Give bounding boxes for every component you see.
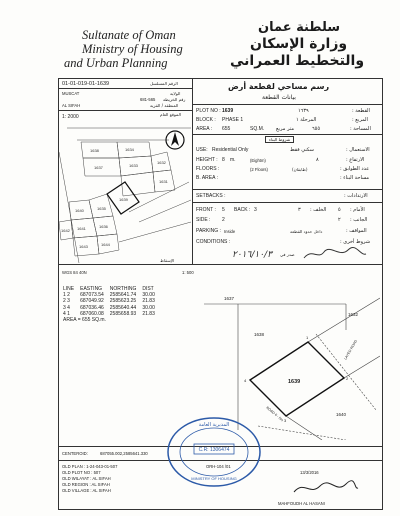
site-plot-label: 1638 [90,148,99,153]
form-id: ORH-104 /01 [206,464,231,469]
setbacks-ar-label: الارتدادات : [344,193,368,199]
site-plot-label: 1633 [129,163,138,168]
parking: Inside [224,229,236,234]
signer-name: MAHFOUDH AL HASANI [278,501,325,506]
side: 2 [222,217,225,223]
issue-date-label-ar: صدر في [280,252,295,257]
signer-date: 13/3/2016 [300,470,319,475]
parking-label: PARKING : [196,228,221,234]
detail-plot-north: 1637 [224,296,235,301]
detail-plot-south: 1640 [336,412,347,417]
plot-no: 1639 [222,108,234,114]
coord-header: DIST [142,286,154,292]
block: PHASE 1 [222,117,244,123]
setbacks-label: SETBACKS : [196,193,226,199]
height-unit: m. [230,157,236,163]
old-plan: OLD PLAN : 1-24-043-01-507 [62,464,118,469]
detail-scale: 1: 500 [182,270,194,275]
back: 3 [254,207,257,213]
site-plot-label: 1643 [79,244,88,249]
stamp-cr: C.R: 1306474 [198,447,230,453]
old-plot: OLD PLOT NO : 507 [62,470,101,475]
site-plot-label: 1635 [97,206,106,211]
detail-plot-east: 1632 [348,312,359,317]
conditions-ar-label: شروط أخرى : [340,239,371,245]
back-ar: ٣ [298,207,301,213]
vertex-label: 1 [306,335,309,340]
area-ar-unit: متر مربع [276,126,295,132]
side-ar-label: الجانب : [350,217,368,223]
site-plot-label: 1636 [99,224,108,229]
header-ar-line2: وزارة الإسكان [250,36,348,52]
coord-header: NORTHING [109,286,137,292]
front-ar-label: الأمام : [350,207,365,213]
site-plot-label: 1634 [125,147,134,152]
ref-number: 01-01-019-01-1639 [62,81,110,87]
location-ar: الموقع العام [160,112,181,117]
coordinates-table [60,286,158,323]
coord-header: LINE [63,286,75,292]
road-east-label: LAYED ROAD [343,339,359,361]
header-ar-line1: سلطنة عمان [258,20,341,35]
area-ar: ٦٥٥ [312,126,321,132]
coord-header: EASTING [80,286,103,292]
signature-mark [300,246,370,262]
area-unit: SQ.M. [250,126,265,132]
plot-no-ar-label: القطعة : [352,108,370,114]
detail-plot-main: 1639 [288,379,301,385]
old-region: OLD REGION : AL SIFAH [62,482,110,487]
site-plot-label: 1641 [77,226,86,231]
table-row: 4 1 687060.08 2585658.93 21.83 [63,310,155,317]
side-label: SIDE : [196,217,211,223]
stamp-bottom-text: MINISTRY OF HOUSING [191,476,237,481]
centeroid-label: CENTEROID: [62,451,88,456]
side-ar: ٢ [338,217,341,223]
old-wilayat: OLD WILAYAT : AL SIFAH [62,476,111,481]
village-ar: المنطقة / القرية [150,103,179,108]
height-note: (Eightm) [250,158,266,163]
header-en-line1: Sultanate of Oman [82,28,176,42]
conditions-label: CONDITIONS : [196,239,231,245]
block-ar-label: المربع : [352,117,368,123]
parking-ar-label: المواقف : [346,228,367,234]
overview-scale: 1: 2000 [62,114,79,120]
doc-title-ar: رسم مساحي لقطعة أرض [228,82,330,91]
ref-label-ar: الرقم المسلسل [150,81,178,86]
centeroid-value: 687055.002,2585641.330 [100,451,148,456]
vertex-label: 4 [244,378,247,383]
front-label: FRONT : [196,207,216,213]
block-label: BLOCK : [196,117,216,123]
plot-no-ar: ١٦٣٩ [298,108,309,114]
header-en-line2: Ministry of Housing [82,42,183,56]
height: 8 [222,157,225,163]
site-plot-label: 1640 [75,208,84,213]
table-row: 2 3 687049.92 2585623.25 21.83 [63,298,155,305]
site-plot-label: 1631 [159,179,168,184]
floors: (2 Floors) [250,167,268,172]
plot-no-label: PLOT NO : [196,108,221,114]
back-label: BACK : [234,207,251,213]
front: 5 [222,207,225,213]
region-ar: الولاية [170,91,181,96]
site-plot-label: 1642 [61,228,70,233]
official-stamp [164,412,264,490]
use: Residential Only [212,147,249,153]
frame-divider [192,78,193,264]
old-village: OLD VILLAGE : AL SIFAH [62,488,111,493]
area-ar-label: المساحة : [350,126,371,132]
barea-label: B. AREA : [196,175,218,181]
map-number: 681-565 [140,97,156,102]
region: MUSCAT [62,91,80,96]
vertex-label: 2 [346,376,349,381]
conditions-header-ar: شروط البناء [265,136,294,143]
header-en-line3: and Urban Planning [64,56,168,70]
area-summary: AREA = 655 SQ.m. [63,317,106,324]
doc-subtitle-ar: بيانات القطعة [262,94,296,101]
height-ar-label: الارتفاع : [346,157,365,163]
vertex-label: 3 [284,418,287,423]
height-ar: ٨ [316,157,319,163]
stamp-top-text: المديرية العامة [198,422,230,428]
site-plot-label: 1632 [157,160,166,165]
area: 655 [222,126,231,132]
floors-ar: (طابقان) [292,167,308,172]
block-ar: المرحلة ١ [296,117,317,123]
floors-ar-label: عدد الطوابق : [340,166,370,172]
height-label: HEIGHT : [196,157,218,163]
use-label: USE: [196,147,208,153]
map-label-ar: رقم الخريطة [163,97,186,102]
site-plot-label: 1644 [101,242,110,247]
use-ar-label: الاستعمال : [346,147,370,153]
village: AL SIFAH [62,103,81,108]
location-plan-ar: الإسقاط [160,258,175,263]
use-ar: سكني فقط [290,147,314,153]
frame-mid-line [58,264,382,265]
site-plot-label: 1637 [94,165,103,170]
road-south-label: ROAD 6 - 5m [265,405,285,423]
site-plot-label: 1639 [119,197,128,202]
parking-ar: داخل حدود القطعة [290,229,323,234]
datum: WGS 84 40N [62,270,87,275]
header-ar-line3: والتخطيط العمراني [230,53,365,69]
signer-signature [290,478,360,498]
detail-plot-west: 1638 [254,332,265,337]
site-overview-map [59,122,191,263]
table-row: 3 4 687036.46 2585640.44 30.00 [63,304,155,311]
table-row: 1 2 687073.54 2585641.74 30.00 [63,292,155,299]
barea-ar-label: مساحة البناء : [340,175,370,181]
floors-label: FLOORS : [196,166,220,172]
back-ar-label: الخلف : [310,207,327,213]
front-ar: ٥ [338,207,341,213]
issue-date: ٢٠١٦/١٠/٣ [232,250,272,260]
area-label: AREA : [196,126,213,132]
